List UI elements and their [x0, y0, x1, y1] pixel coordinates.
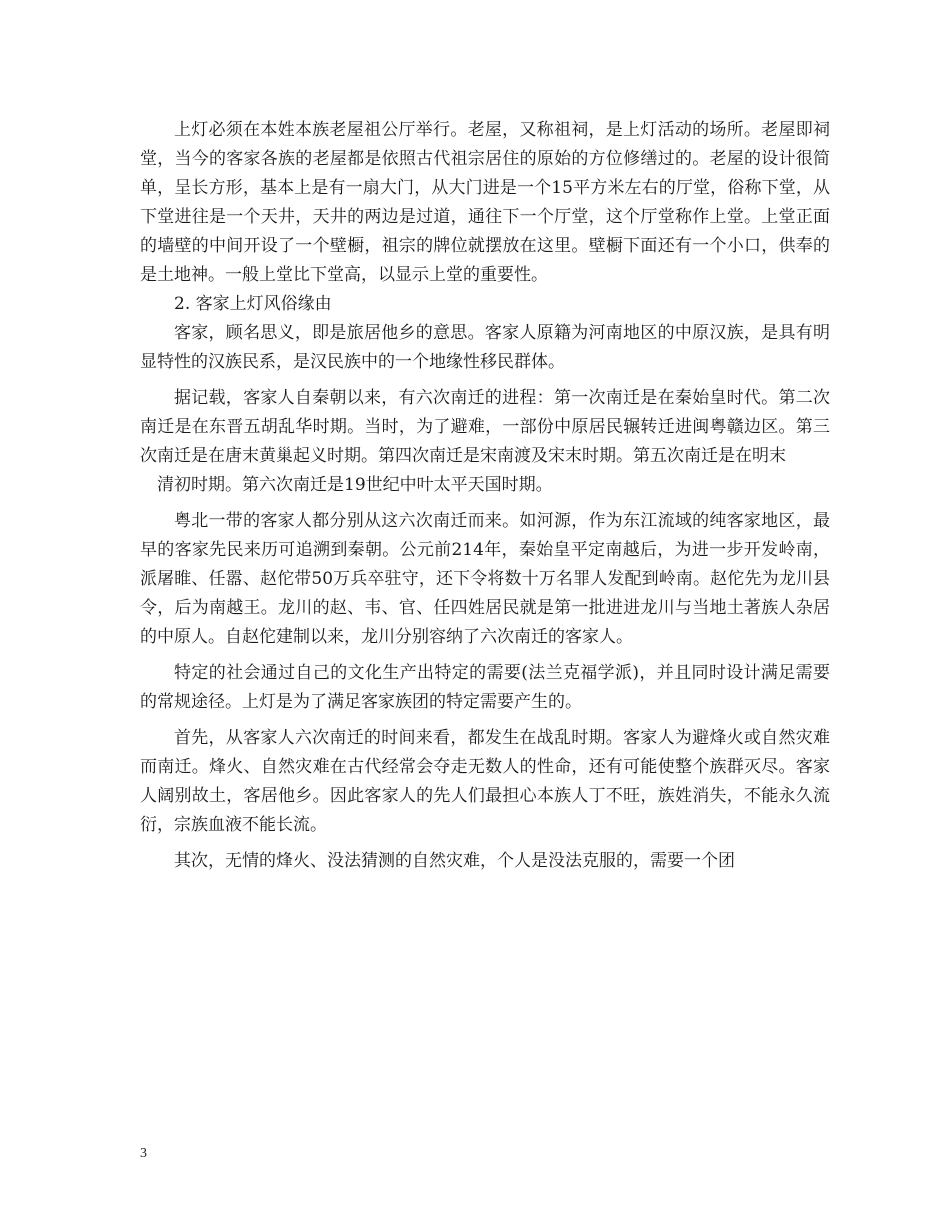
paragraph-social-needs: 特定的社会通过自己的文化生产出特定的需要(法兰克福学派)，并且同时设计满足需要的常规途径。上灯是为了满足客家族团的特定需要产生的。	[140, 663, 830, 712]
paragraph-northern-guangdong: 粤北一带的客家人都分别从这六次南迁而来。如河源，作为东江流域的纯客家地区，最早的客家先民来历可追溯到秦朝。公元前214年，秦始皇平定南越后，为进一步开发岭南，派屠睢、任嚣、赵佗带50万兵卒驻守，还下令将数十万名罪人发配到岭南。赵佗先为龙川县令，后为南越王。龙川的赵、韦、官、任四姓居民就是第一批进进龙川与当地土著族人杂居的中原人。自赵佗建制以来，龙川分别容纳了六次南迁的客家人。	[140, 511, 830, 647]
paragraph-gap	[140, 500, 830, 507]
page-number: 3	[140, 1146, 147, 1161]
paragraph-gap	[140, 717, 830, 724]
paragraph-six-migrations-continued: 清初时期。第六次南迁是19世纪中叶太平天国时期。	[157, 475, 553, 495]
paragraph-ancestral-hall: 上灯必须在本姓本族老屋祖公厅举行。老屋，又称祖祠，是上灯活动的场所。老屋即祠堂，当今的客家各族的老屋都是依照古代祖宗居住的原始的方位修缮过的。老屋的设计很简单，呈长方形，基本上是有一扇大门，从大门进是一个15平方米左右的厅堂，俗称下堂，从下堂进往是一个天井，天井的两边是过道，通往下一个厅堂，这个厅堂称作上堂。上堂正面的墙壁的中间开设了一个壁橱，祖宗的牌位就摆放在这里。壁橱下面还有一个小口，供奉的是土地神。一般上堂比下堂高，以显示上堂的重要性。	[140, 120, 830, 285]
paragraph-gap	[140, 652, 830, 659]
paragraph-six-migrations: 据记载，客家人自秦朝以来，有六次南迁的进程：第一次南迁是在秦始皇时代。第二次南迁是在东晋五胡乱华时期。当时，为了避难，一部份中原居民辗转迁进闽粤赣边区。第三次南迁是在唐末黄巢起义时期。第四次南迁是宋南渡及宋末时期。第五次南迁是在明末	[140, 388, 830, 466]
section-heading-hakka-lantern-origin: 2. 客家上灯风俗缘由	[174, 294, 332, 314]
paragraph-second-reason: 其次，无情的烽火、没法猜测的自然灾难，个人是没法克服的，需要一个团	[174, 851, 735, 871]
paragraph-first-reason: 首先，从客家人六次南迁的时间来看，都发生在战乱时期。客家人为避烽火或自然灾难而南迁。烽火、自然灾难在古代经常会夺走无数人的性命，还有可能使整个族群灭尽。客家人阔别故土，客居他乡。因此客家人的先人们最担心本族人丁不旺，族姓消失，不能永久流衍，宗族血液不能长流。	[140, 728, 830, 835]
paragraph-hakka-definition: 客家，顾名思义，即是旅居他乡的意思。客家人原籍为河南地区的中原汉族，是具有明显特性的汉族民系，是汉民族中的一个地缘性移民群体。	[140, 323, 830, 372]
document-body	[140, 116, 830, 876]
paragraph-gap	[140, 377, 830, 384]
paragraph-gap	[140, 840, 830, 847]
